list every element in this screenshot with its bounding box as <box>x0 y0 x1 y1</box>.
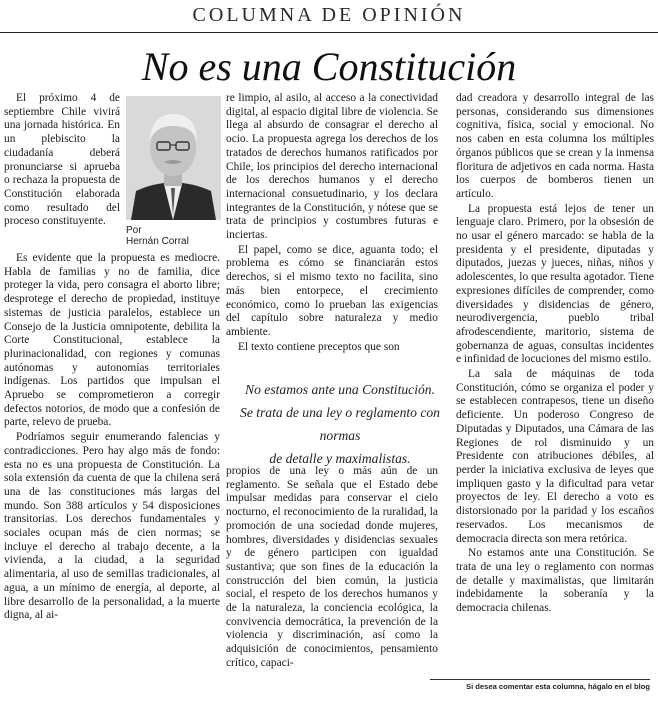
blog-comment-note: Si desea comentar esta columna, hágalo en el blog <box>430 679 650 691</box>
section-label: COLUMNA DE OPINIÓN <box>192 4 466 26</box>
pull-quote-line: Se trata de una ley o reglamento con normas <box>240 405 440 443</box>
paragraph: El papel, como se dice, aguanta todo; el problema es cómo se financiarán estos derechos, si el mismo texto no facilita, sino más bien entorpece, el crecimiento económico, como lo prueban las exigencias del capítulo sobre naturaleza y medio ambiente. <box>226 243 438 338</box>
paragraph: Es evidente que la propuesta es mediocre. Habla de familias y no de familia, dice proteger la vida, pero consagra el aborto libre; desprotege el derecho de propiedad, instituye sistemas de justicia paralelos, establece un Consejo de la Justicia omnipotente, debilita la Corte Constitucional, establece la plurinacionalidad, con regiones y comunas autónomas y autonomías territoriales indígenas. Los partidos que impulsan el Apruebo se comprometieron a corregir defectos notorios, de modo que a confesión de parte, relevo de prueba. <box>4 252 220 429</box>
column-3 <box>456 92 654 616</box>
author-name: Hernán Corral <box>126 236 189 247</box>
author-photo <box>126 96 221 220</box>
pull-quote <box>222 370 458 466</box>
article-title: No es una Constitución <box>141 44 517 89</box>
pull-quote-line: de detalle y maximalistas. <box>269 451 411 466</box>
column-1-body <box>4 252 220 623</box>
paragraph: re limpio, al asilo, al acceso a la conectividad digital, al espacio digital libre de violencia. Se llega al absurdo de consagrar el derecho al ocio. La propuesta agrega los derechos de los tratados de derechos humanos ratificados por Chile, los principios del derecho internacional de los derechos humanos y el derecho internacional consuetudinario, y los declara integrantes de la Constitución, y nótese que se trata de principios y costumbres futuras e inciertas. <box>226 92 438 242</box>
paragraph: dad creadora y desarrollo integral de las personas, considerando sus dimensiones cognitiva, física, social y emocional. No nos caben en esta columna los múltiples órganos públicos que se crean y la inmensa floritura de adjetivos en cada norma. Hasta los cuerpos de bomberos tienen un artículo. <box>456 92 654 200</box>
paragraph: propios de una ley o más aún de un reglamento. Se señala que el Estado debe impulsar medidas para conservar el cielo nocturno, el reconocimiento de la ruralidad, la promoción de una sociedad donde mujeres, hombres, diversidades y disidencias sexuales y de género participen con igualdad sustantiva; que son fines de la educación la construcción del bien común, la justicia social, el respeto de los derechos humanos y de la naturaleza, la conciencia ecológica, la convivencia democrática, la prevención de la violencia y discriminación, así como la adquisición de conocimientos, pensamiento crítico, capaci- <box>226 465 438 669</box>
paragraph: No estamos ante una Constitución. Se trata de una ley o reglamento con normas de detalle y maximalistas, que limitarán indebidamente la soberanía y la democracia chilenas. <box>456 547 654 615</box>
column-1-lead <box>4 92 120 229</box>
byline-prefix: Por <box>126 225 142 236</box>
paragraph: La sala de máquinas de toda Constitución, cómo se organiza el poder y se establecen contrapesos, tiene un diseño deficiente. Un poderoso Congreso de Diputadas y Diputados, una Cámara de las Regiones de rol disminuido y un Presidente con atribuciones débiles, al perder la iniciativa exclusiva de leyes que impliquen gasto y la dificultad para vetar proyectos de ley. El derecho a voto es distorsionado por la paridad y los escaños reservados. Los mecanismos de democracia directa son mera retórica. <box>456 368 654 545</box>
column-2-top <box>226 92 438 354</box>
section-header <box>0 0 658 33</box>
author-block <box>126 96 221 248</box>
paragraph: Podríamos seguir enumerando falencias y contradicciones. Pero hay algo más de fondo: esta no es una propuesta de Constitución. La sola extensión da cuenta de que la chilena será una de las constituciones más largas del mundo. Son 388 artículos y 54 disposiciones transitorias. Los derechos fundamentales y sociales ocupan más de cien normas; se incluye el derecho al trabajo decente, a la vivienda, a la ciudad, a la seguridad alimentaria, al uso de semillas tradicionales, al agua, a un mínimo de energía, al deporte, al libre desarrollo de la personalidad, a la muerte digna, al ai- <box>4 431 220 622</box>
pull-quote-line: No estamos ante una Constitución. <box>245 382 435 397</box>
column-2-bottom <box>226 465 438 671</box>
paragraph: El texto contiene preceptos que son <box>238 340 400 353</box>
byline <box>126 225 221 247</box>
paragraph: El próximo 4 de septiembre Chile vivirá una jornada histórica. En un plebiscito la ciudadanía deberá pronunciarse si aprueba o rechaza la propuesta de Constitución elaborada como resultado del proceso constituyente. <box>4 92 120 228</box>
paragraph: La propuesta está lejos de tener un lenguaje claro. Primero, por la obsesión de no usar el género marcado: se habla de la presidenta y el presidente, diputadas y diputados, juezas y jueces, niñas, niños y adolescentes, lo que resulta agotador. Tiene expresiones difíciles de comprender, como diversidades y disidencias de género, neurodivergencia, pueblo tribal afrodescendiente, maritorio, sistema de gobernanza de aguas, consultas incidentes e infinidad de locuciones del mismo estilo. <box>456 202 654 366</box>
